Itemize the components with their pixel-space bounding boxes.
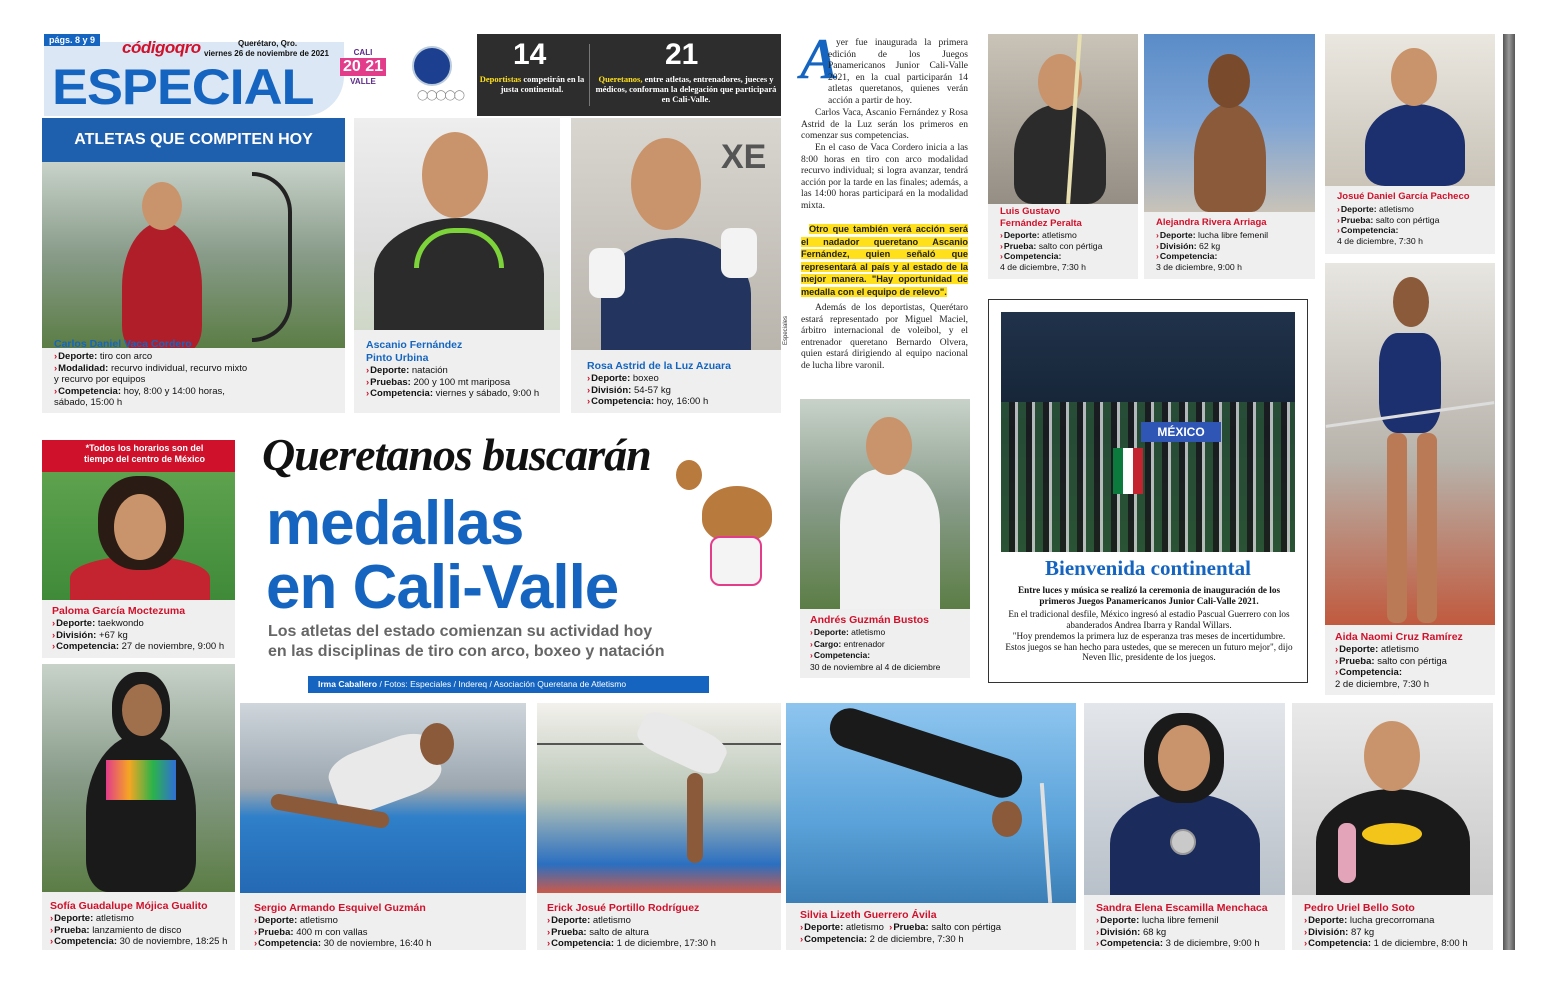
athlete-name: Sergio Armando Esquivel Guzmán xyxy=(254,902,426,914)
background-sign: XE xyxy=(721,138,767,176)
banner-today: ATLETAS QUE COMPITEN HOY xyxy=(42,118,345,162)
info-row: ›Deporte: lucha libre femenil xyxy=(1096,915,1219,926)
mascot-image xyxy=(672,456,792,586)
athlete-card-luis xyxy=(988,34,1138,279)
athlete-card-alejandra xyxy=(1144,34,1315,279)
info-row: ›Deporte: atletismo xyxy=(254,915,338,926)
info-row: ›Deporte: atletismo ›Prueba: salto con pértiga xyxy=(800,922,1002,933)
deck-line2: en las disciplinas de tiro con arco, boxeo y natación xyxy=(268,643,665,660)
medal-ribbon xyxy=(1338,823,1356,883)
info-row: ›Competencia: xyxy=(1335,667,1402,678)
info-row: 3 de diciembre, 9:00 h xyxy=(1156,261,1242,272)
caption-aida xyxy=(1335,631,1493,690)
stat-left-highlight: Deportistas xyxy=(479,74,522,84)
coach-name: Andrés Guzmán Bustos xyxy=(810,614,930,626)
athlete-photo xyxy=(1292,703,1493,895)
info-row: ›Prueba: salto con pértiga xyxy=(1000,240,1103,251)
pages-tag: págs. 8 y 9 xyxy=(44,34,100,46)
article-p1: yer fue inaugurada la primera edición de los Juegos Panamericanos Junior Cali-Valle 2021, en la cual participarán 14 atletas queretanos, quienes verán acción a partir de hoy. xyxy=(828,38,968,106)
athlete-card-sergio xyxy=(240,703,526,950)
athlete-name: Rosa Astrid de la Luz Azuara xyxy=(587,360,731,372)
info-row: ›Deporte: boxeo xyxy=(587,373,659,384)
ceremony-lead: Entre luces y música se realizó la ceremonia de inauguración de los primeros Juegos Panamericanos Junior Cali-Valle 2021. xyxy=(1017,585,1281,606)
info-row: ›Competencia: viernes y sábado, 9:00 h xyxy=(366,388,540,399)
torso xyxy=(633,706,731,780)
info-row: ›Competencia: 30 de noviembre, 16:40 h xyxy=(254,938,432,949)
info-row: ›Deporte: atletismo xyxy=(1000,230,1077,240)
athlete-photo xyxy=(42,162,345,348)
info-row: ›Competencia: 1 de diciembre, 17:30 h xyxy=(547,938,716,949)
info-row: ›Competencia: xyxy=(810,650,871,660)
info-row: ›Competencia: hoy, 16:00 h xyxy=(587,396,709,407)
athlete-card-carlos xyxy=(42,118,345,413)
caption-josue xyxy=(1337,191,1495,246)
info-row: ›Deporte: atletismo xyxy=(810,627,886,637)
headline-script: Queretanos buscarán xyxy=(262,429,651,480)
byline xyxy=(308,676,709,693)
deck xyxy=(268,622,665,662)
ceremony-body2: "Hoy prendemos la primera luz de esperanza tras meses de incertidumbre. Estos juegos se han hecho para ustedes, que se merecen un futuro mejor", dijo Neven Ilic, presidente de los juegos. xyxy=(1005,631,1293,663)
games-logo-line1: CALI xyxy=(353,48,373,57)
headline-line3: en Cali-Valle xyxy=(266,553,619,622)
article-p2: Carlos Vaca, Ascanio Fernández y Rosa Astrid de la Luz serán los primeros en comenzar sus competencias. xyxy=(801,108,968,142)
date: viernes 26 de noviembre de 2021 xyxy=(204,49,329,58)
athlete-photo xyxy=(240,703,526,893)
mascot-head xyxy=(702,486,772,542)
info-row: 2 de diciembre, 7:30 h xyxy=(1335,678,1430,690)
drop-cap: A xyxy=(800,26,839,91)
athlete-name: Paloma García Moctezuma xyxy=(52,605,186,617)
info-row: 4 de diciembre, 7:30 h xyxy=(1337,235,1423,246)
athlete-name: Carlos Daniel Vaca Cordero xyxy=(54,338,192,350)
info-row: ›Deporte: tiro con arco xyxy=(54,351,153,362)
games-logo-line3: VALLE xyxy=(350,77,376,86)
info-row: ›Competencia: xyxy=(1000,251,1062,261)
info-row: ›Deporte: atletismo xyxy=(547,915,631,926)
ceremony-title: Bienvenida continental xyxy=(1045,556,1251,580)
brand-logo: códigoqro xyxy=(122,38,201,57)
stat-right-text-wrap xyxy=(595,74,777,104)
ceremony-box xyxy=(988,299,1308,683)
stat-right-highlight: Queretanos, xyxy=(598,74,643,84)
stat-divider xyxy=(589,44,590,106)
ceremony-photo xyxy=(1001,312,1295,552)
athlete-photo xyxy=(537,703,781,893)
caption-sandra xyxy=(1096,902,1285,950)
caption-alejandra xyxy=(1156,217,1314,272)
article-highlight: Otro que también verá acción será el nadador queretano Ascanio Fernández, quien señaló que representará al país y al estado de la mejor manera. "Hay oportunidad de medalla con el equipo de relevo". xyxy=(801,224,968,297)
athlete-photo xyxy=(571,118,781,350)
info-row: ›Competencia: xyxy=(1156,251,1218,261)
article-p4 xyxy=(801,224,968,300)
caption-rosa xyxy=(587,360,777,408)
section-title: ESPECIAL xyxy=(52,59,314,115)
coach-photo xyxy=(800,399,970,609)
caption-ascanio xyxy=(366,339,556,400)
info-row: ›Modalidad: recurvo individual, recurvo mixto xyxy=(54,362,248,374)
stats-box xyxy=(477,34,781,116)
info-row: ›Prueba: salto con pértiga xyxy=(1337,214,1440,225)
info-row: ›División: 87 kg xyxy=(1304,926,1375,938)
page-edge xyxy=(1503,34,1515,950)
caption-erick xyxy=(547,902,779,950)
athlete-name-line2: Pinto Urbina xyxy=(366,352,429,364)
caption-silvia xyxy=(800,909,1076,945)
athlete-card-erick xyxy=(537,703,781,950)
athlete-name: Sandra Elena Escamilla Menchaca xyxy=(1096,902,1268,914)
athlete-name: Silvia Lizeth Guerrero Ávila xyxy=(800,909,937,921)
stat-left-text-wrap xyxy=(477,74,587,94)
info-row: ›Cargo: entrenador xyxy=(810,638,885,649)
stat-right-number: 21 xyxy=(665,38,699,71)
info-row: ›Prueba: salto de altura xyxy=(547,926,649,938)
athlete-card-silvia xyxy=(786,703,1076,950)
info-row: sábado, 15:00 h xyxy=(54,397,123,408)
headline-line2: medallas xyxy=(266,489,524,558)
info-row: ›Pruebas: 200 y 100 mt mariposa xyxy=(366,376,511,388)
caption-paloma xyxy=(52,605,234,653)
location: Querétaro, Qro. xyxy=(238,39,298,48)
info-row: 30 de noviembre al 4 de diciembre xyxy=(810,661,941,672)
info-row: ›División: +67 kg xyxy=(52,629,128,641)
pole xyxy=(1040,783,1052,903)
byline-photos: / Fotos: Especiales / Indereq / Asociación Queretana de Atletismo xyxy=(379,679,627,689)
hand-wrap-right xyxy=(721,228,757,278)
athlete-name: Aida Naomi Cruz Ramírez xyxy=(1335,631,1463,643)
info-row: ›Prueba: lanzamiento de disco xyxy=(50,924,182,936)
athlete-name-line2: Fernández Peralta xyxy=(1000,218,1082,229)
caption-carlos xyxy=(54,338,339,409)
info-row: ›Competencia: xyxy=(1337,225,1399,235)
body xyxy=(825,703,1028,803)
athlete-name-line1: Luis Gustavo xyxy=(1000,206,1061,217)
info-row: ›Deporte: taekwondo xyxy=(52,618,144,629)
info-row: ›Competencia: 2 de diciembre, 7:30 h xyxy=(800,933,964,945)
athlete-photo xyxy=(1084,703,1285,895)
info-row: ›División: 54-57 kg xyxy=(587,384,671,396)
athlete-name-line1: Ascanio Fernández xyxy=(366,339,463,351)
info-row: y recurvo por equipos xyxy=(54,374,146,385)
info-row: ›División: 68 kg xyxy=(1096,926,1167,938)
medal-icon xyxy=(1170,829,1196,855)
athlete-photo xyxy=(42,472,235,600)
info-row: ›Competencia: 30 de noviembre, 18:25 h xyxy=(50,936,228,947)
athlete-name: Pedro Uriel Bello Soto xyxy=(1304,902,1415,914)
info-row: 4 de diciembre, 7:30 h xyxy=(1000,261,1086,272)
athlete-name: Alejandra Rivera Arriaga xyxy=(1156,217,1267,228)
caption-andres xyxy=(810,614,968,673)
mexico-sign: MÉXICO xyxy=(1141,422,1221,442)
info-row: ›Deporte: natación xyxy=(366,365,448,376)
header xyxy=(44,34,469,116)
athlete-photo xyxy=(42,664,235,892)
article-p5: Además de los deportistas, Querétaro estará representado por Miguel Maciel, árbitro internacional de voleibol, y el entrenador queretano Bernardo Olvera, quien estará dirigiendo al equipo nacional de lucha libre varonil. xyxy=(801,303,968,371)
athlete-photo xyxy=(1325,263,1495,625)
info-row: ›Competencia: 3 de diciembre, 9:00 h xyxy=(1096,938,1260,949)
leg xyxy=(1387,433,1407,623)
athlete-photo xyxy=(988,34,1138,204)
athlete-name: Erick Josué Portillo Rodríguez xyxy=(547,902,700,914)
info-row: ›Deporte: lucha libre femenil xyxy=(1156,230,1269,240)
athlete-name: Josué Daniel García Pacheco xyxy=(1337,191,1470,202)
coach-card-andres xyxy=(800,399,970,678)
athlete-photo xyxy=(786,703,1076,903)
caption-pedro xyxy=(1304,902,1493,950)
info-row: ›Competencia: hoy, 8:00 y 14:00 horas, xyxy=(54,385,225,397)
info-row: ›Prueba: salto con pértiga xyxy=(1335,655,1447,667)
athlete-name: Sofía Guadalupe Mójica Gualito xyxy=(50,900,208,912)
stat-left-text: competirán en la justa continental. xyxy=(500,74,585,94)
games-logo xyxy=(338,48,388,100)
caption-sofia xyxy=(50,900,235,948)
caption-sergio xyxy=(254,902,524,950)
info-row: ›Deporte: atletismo xyxy=(1335,644,1419,655)
caption-luis xyxy=(1000,206,1138,272)
mascot-body xyxy=(710,536,762,586)
info-row: ›División: 62 kg xyxy=(1156,240,1221,251)
info-row: ›Prueba: 400 m con vallas xyxy=(254,926,368,938)
athlete-card-josue xyxy=(1325,34,1495,254)
athlete-card-ascanio xyxy=(354,118,560,413)
bow-icon xyxy=(252,172,292,342)
photo-credit: Especiales xyxy=(783,315,789,345)
athlete-card-sandra xyxy=(1084,703,1285,950)
stat-right-text: entre atletas, entrenadores, jueces y médicos, conforman la delegación que participará en Cali-Valle. xyxy=(595,74,777,104)
byline-author: Irma Caballero xyxy=(318,679,378,689)
ceremony-body1: En el tradicional desfile, México ingresó al estadio Pascual Guerrero con los abanderados Andrea Ibarra y Randal Willars. xyxy=(1008,609,1290,630)
deck-line1: Los atletas del estado comienzan su actividad hoy xyxy=(268,623,653,640)
olympic-rings-icon: ◯◯◯◯◯ xyxy=(417,90,463,101)
hours-note: *Todos los horarios son del tiempo del centro de México xyxy=(42,440,235,472)
leg xyxy=(1417,433,1437,623)
athlete-card-rosa xyxy=(571,118,781,413)
info-row: ›Deporte: atletismo xyxy=(1337,204,1414,214)
athlete-card-pedro xyxy=(1292,703,1493,950)
stat-left-number: 14 xyxy=(513,38,547,71)
athlete-photo xyxy=(354,118,560,330)
athlete-card-aida xyxy=(1325,263,1495,695)
info-row: ›Deporte: lucha grecorromana xyxy=(1304,915,1435,926)
athlete-photo xyxy=(1325,34,1495,186)
games-logo-line2: 20 21 xyxy=(340,58,386,76)
athlete-card-paloma xyxy=(42,440,235,658)
panam-sports-icon xyxy=(412,46,452,86)
mascot-paw xyxy=(676,460,702,490)
athlete-photo xyxy=(1144,34,1315,212)
athlete-card-sofia xyxy=(42,664,235,950)
info-row: ›Competencia: 1 de diciembre, 8:00 h xyxy=(1304,938,1468,949)
info-row: ›Competencia: 27 de noviembre, 9:00 h xyxy=(52,641,225,652)
article-p3: En el caso de Vaca Cordero inicia a las 8:00 horas en tiro con arco modalidad recurvo individual; si logra avanzar, tendrá acción por la tarde en las finales; además, a las 14:00 horas participará en la modalidad mixta. xyxy=(801,143,968,211)
info-row: ›Deporte: atletismo xyxy=(50,913,134,924)
shirt-pattern xyxy=(106,760,176,800)
hand-wrap-left xyxy=(589,248,625,298)
batman-logo-icon xyxy=(1362,823,1422,845)
leg xyxy=(687,773,703,863)
flag-icon xyxy=(1113,448,1143,494)
